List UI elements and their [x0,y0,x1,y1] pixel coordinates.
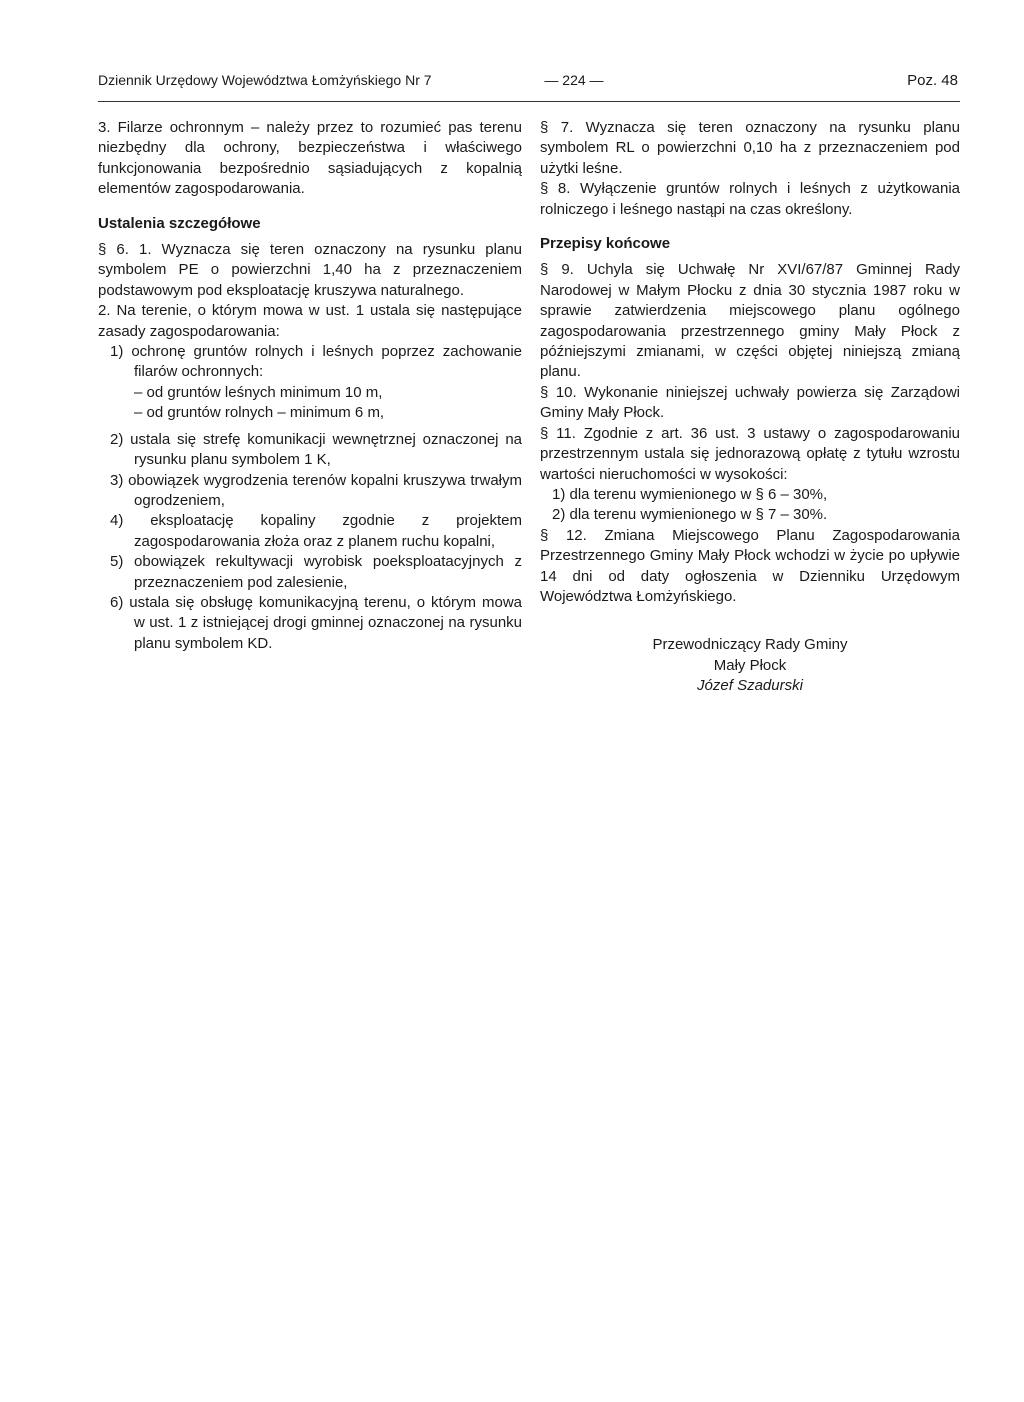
paragraph-s12: § 12. Zmiana Miejscowego Planu Zagospodarowania Przestrzennego Gminy Mały Płock wchodzi w życie po upływie 14 dni od daty ogłoszenia w Dzienniku Urzędowym Województwa Łomżyńskiego. [540,526,960,605]
paragraph-s10: § 10. Wykonanie niniejszej uchwały powierza się Zarządowi Gminy Mały Płock. [540,383,960,422]
signature-place: Mały Płock [713,656,787,674]
journal-title: Dziennik Urzędowy Województwa Łomżyńskiego Nr 7 [98,72,432,88]
list-dash-2: – od gruntów rolnych – minimum 6 m, [134,404,385,422]
paragraph-s7: § 7. Wyznacza się teren oznaczony na rysunku planu symbolem RL o powierzchni 0,10 ha z przeznaczeniem pod użytki leśne. [540,119,960,177]
paragraph-s6-2: 2. Na terenie, o którym mowa w ust. 1 ustala się następujące zasady zagospodarowania: [98,302,522,340]
page-header [98,72,958,94]
signature-block [540,635,960,696]
list-item-3: 3) obowiązek wygrodzenia terenów kopalni kruszywa trwałym ogrodzeniem, [110,471,522,509]
paragraph-s9: § 9. Uchyla się Uchwałę Nr XVI/67/87 Gminnej Rady Narodowej w Małym Płocku z dnia 30 stycznia 1987 roku w sprawie zatwierdzenia miejscowego planu ogólnego zagospodarowania przestrzennego gminy Mały Płock z późniejszymi zmianami, w części objętej niniejszą zmianą planu. [540,261,960,381]
paragraph-s11: § 11. Zgodnie z art. 36 ust. 3 ustawy o zagospodarowaniu przestrzennym ustala się jednorazową opłatę z tytułu wzrostu wartości nieruchomości w wysokości: [540,424,960,483]
signature-name: Józef Szadurski [697,677,803,695]
signature-title: Przewodniczący Rady Gminy [652,636,848,654]
list-item-s11-2: 2) dla terenu wymienionego w § 7 – 30%. [552,506,828,524]
right-column [540,118,960,697]
paragraph-s8: § 8. Wyłączenie gruntów rolnych i leśnych z użytkowania rolniczego i leśnego nastąpi na czas określony. [540,180,960,218]
left-column [98,118,522,654]
paragraph-s6: § 6. 1. Wyznacza się teren oznaczony na rysunku planu symbolem PE o powierzchni 1,40 ha z przeznaczeniem podstawowym pod eksploatację kruszywa naturalnego. [98,241,522,299]
list-item-6: 6) ustala się obsługę komunikacyjną terenu, o którym mowa w ust. 1 z istniejącej drogi gminnej oznaczonej na rysunku planu symbolem KD. [110,593,522,652]
header-rule [98,101,960,102]
list-item-2: 2) ustala się strefę komunikacji wewnętrznej oznaczonej na rysunku planu symbolem 1 K, [110,430,522,469]
position-number: Poz. 48 [907,72,958,89]
page-number: — 224 — [544,72,604,88]
list-item-s11-1: 1) dla terenu wymienionego w § 6 – 30%, [552,485,828,503]
list-dash-1: – od gruntów leśnych minimum 10 m, [134,383,383,401]
list-item-4: 4) eksploatację kopaliny zgodnie z projektem zagospodarowania złoża oraz z planem ruchu kopalni, [110,512,522,550]
section-heading-final: Przepisy końcowe [540,235,671,253]
list-item-5: 5) obowiązek rekultywacji wyrobisk poeksploatacyjnych z przeznaczeniem pod zalesienie, [110,553,522,591]
section-heading-details: Ustalenia szczegółowe [98,214,261,232]
list-item-1: 1) ochronę gruntów rolnych i leśnych poprzez zachowanie filarów ochronnych: [110,343,522,381]
paragraph-3: 3. Filarze ochronnym – należy przez to rozumieć pas terenu niezbędny dla ochrony, bezpieczeństwa i właściwego funkcjonowania bezpośrednio sąsiadujących z kopalnią elementów zagospodarowania. [98,119,522,198]
